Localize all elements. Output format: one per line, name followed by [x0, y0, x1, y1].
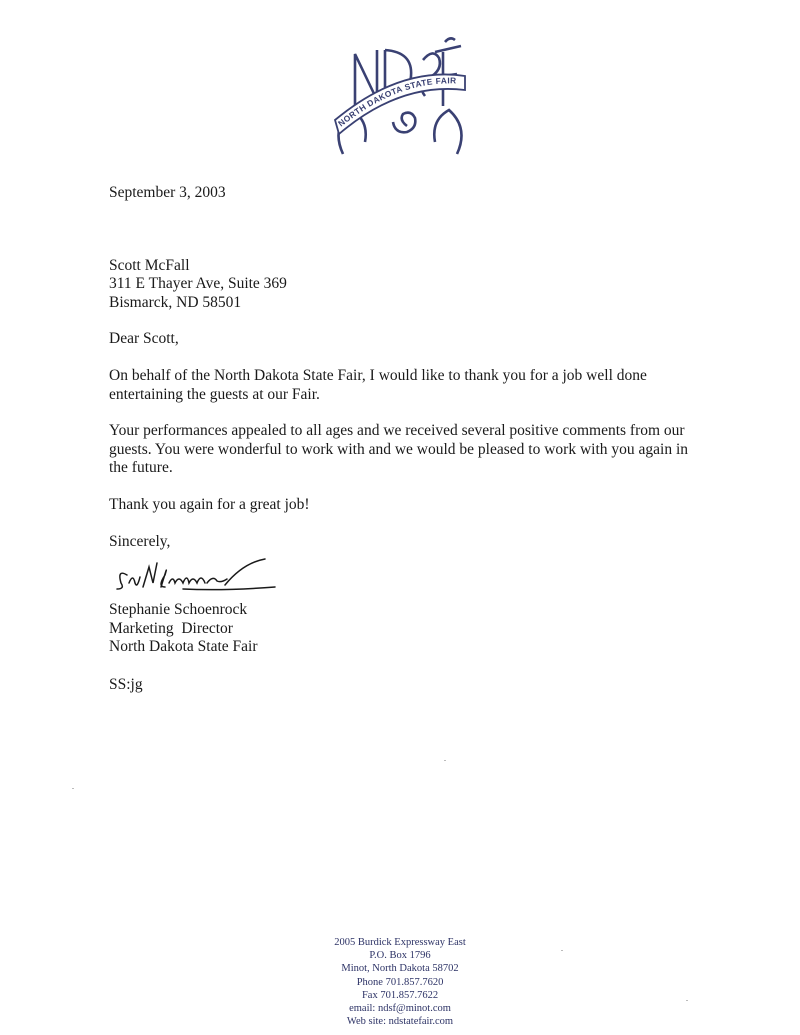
logo-banner-text: NORTH DAKOTA STATE FAIR — [336, 75, 457, 129]
body-paragraph: On behalf of the North Dakota State Fair, I would like to thank you for a job well done entertaining the guests at our Fair. — [109, 366, 647, 403]
recipient-city-state-zip: Bismarck, ND 58501 — [109, 293, 242, 311]
salutation: Dear Scott, — [109, 330, 179, 348]
footer-address — [290, 936, 510, 1028]
closing: Sincerely, — [109, 532, 171, 550]
scan-speck — [686, 1000, 688, 1001]
footer-line: email: ndsf@minot.com — [349, 1003, 451, 1015]
scan-speck — [561, 950, 563, 951]
recipient-name: Scott McFall — [109, 256, 190, 274]
handwritten-signature — [113, 553, 283, 597]
letter-date: September 3, 2003 — [109, 184, 226, 201]
recipient-street: 311 E Thayer Ave, Suite 369 — [109, 275, 287, 293]
ndsf-logo-icon — [325, 36, 475, 158]
body-paragraph: Thank you again for a great job! — [109, 495, 310, 513]
footer-line: Fax 701.857.7622 — [361, 989, 439, 1001]
scan-speck — [72, 788, 74, 789]
footer-line: Minot, North Dakota 58702 — [341, 963, 459, 975]
footer-line: 2005 Burdick Expressway East — [334, 937, 466, 948]
letter-body — [109, 184, 689, 551]
footer-line: P.O. Box 1796 — [369, 950, 431, 962]
signer-name: Stephanie Schoenrock — [109, 601, 248, 618]
signer-title: Marketing Director — [109, 619, 233, 637]
footer-line: Web site: ndstatefair.com — [346, 1016, 454, 1028]
body-paragraph: Your performances appealed to all ages and we received several positive comments from our guests. You were wonderful to work with and we would be pleased to work with you again in the future. — [109, 422, 689, 477]
recipient-address — [109, 257, 689, 313]
scan-speck — [444, 760, 446, 761]
footer-line: Phone 701.857.7620 — [356, 976, 444, 988]
signature-icon — [113, 553, 283, 597]
signer-block — [109, 601, 258, 657]
ndsf-logo — [325, 36, 475, 158]
reference-initials: SS:jg — [109, 676, 143, 693]
signer-organization: North Dakota State Fair — [109, 638, 258, 656]
